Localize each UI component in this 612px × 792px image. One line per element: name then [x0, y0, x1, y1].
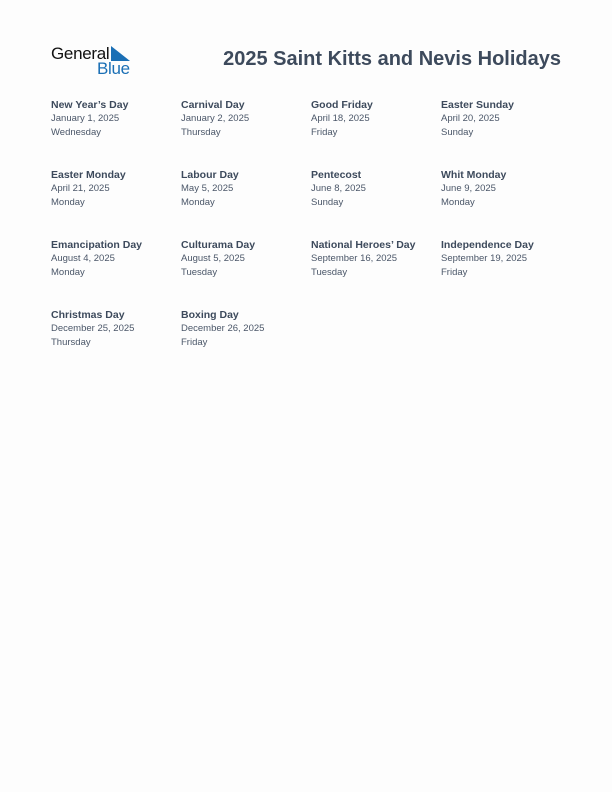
holiday-item: [441, 238, 569, 280]
holiday-weekday: Monday: [51, 267, 85, 278]
generalblue-logo: [51, 44, 141, 78]
holiday-item: [51, 238, 179, 280]
holiday-date: June 8, 2025: [311, 183, 366, 194]
holiday-item: [181, 308, 309, 350]
holiday-name: Carnival Day: [181, 99, 245, 111]
holiday-weekday: Friday: [181, 337, 208, 348]
holiday-weekday: Thursday: [51, 337, 91, 348]
holiday-weekday: Monday: [181, 197, 215, 208]
holiday-name: New Year’s Day: [51, 99, 129, 111]
holiday-name: Emancipation Day: [51, 239, 143, 251]
holiday-item: [441, 168, 569, 210]
holiday-date: September 16, 2025: [311, 253, 398, 264]
holiday-date: August 4, 2025: [51, 253, 115, 264]
logo-word-blue: Blue: [97, 59, 130, 78]
holiday-date: April 20, 2025: [441, 113, 500, 124]
holiday-name: Easter Sunday: [441, 99, 514, 111]
holiday-date: September 19, 2025: [441, 253, 528, 264]
holiday-weekday: Thursday: [181, 127, 221, 138]
holiday-weekday: Sunday: [311, 197, 344, 208]
holiday-item: [311, 168, 439, 210]
holiday-date: May 5, 2025: [181, 183, 234, 194]
holiday-weekday: Friday: [311, 127, 338, 138]
holiday-name: Christmas Day: [51, 309, 125, 321]
page-title: 2025 Saint Kitts and Nevis Holidays: [223, 48, 561, 70]
holiday-name: Good Friday: [311, 99, 373, 111]
holiday-date: December 25, 2025: [51, 323, 135, 334]
holiday-name: Labour Day: [181, 169, 239, 181]
holiday-item: [181, 238, 309, 280]
holiday-name: Pentecost: [311, 169, 362, 181]
holiday-item: [311, 98, 439, 140]
holiday-item: [51, 98, 179, 140]
holiday-item: [181, 168, 309, 210]
holiday-weekday: Wednesday: [51, 127, 101, 138]
holiday-date: August 5, 2025: [181, 253, 245, 264]
holiday-name: Boxing Day: [181, 309, 239, 321]
holiday-name: Easter Monday: [51, 169, 126, 181]
holiday-name: Whit Monday: [441, 169, 507, 181]
holiday-date: April 18, 2025: [311, 113, 370, 124]
holiday-item: [181, 98, 309, 140]
holiday-item: [51, 168, 179, 210]
holiday-weekday: Monday: [51, 197, 85, 208]
holiday-item: [51, 308, 179, 350]
logo-word-general: General: [51, 44, 110, 63]
holiday-weekday: Sunday: [441, 127, 474, 138]
holiday-weekday: Tuesday: [181, 267, 218, 278]
holiday-date: January 1, 2025: [51, 113, 120, 124]
holiday-item: [311, 238, 439, 280]
holiday-weekday: Friday: [441, 267, 468, 278]
holiday-weekday: Monday: [441, 197, 475, 208]
holiday-date: April 21, 2025: [51, 183, 110, 194]
holiday-date: December 26, 2025: [181, 323, 265, 334]
holiday-date: June 9, 2025: [441, 183, 496, 194]
holiday-weekday: Tuesday: [311, 267, 348, 278]
holiday-name: Independence Day: [441, 239, 534, 251]
holiday-name: National Heroes’ Day: [311, 239, 416, 251]
holiday-date: January 2, 2025: [181, 113, 250, 124]
holiday-item: [441, 98, 569, 140]
holiday-name: Culturama Day: [181, 239, 256, 251]
